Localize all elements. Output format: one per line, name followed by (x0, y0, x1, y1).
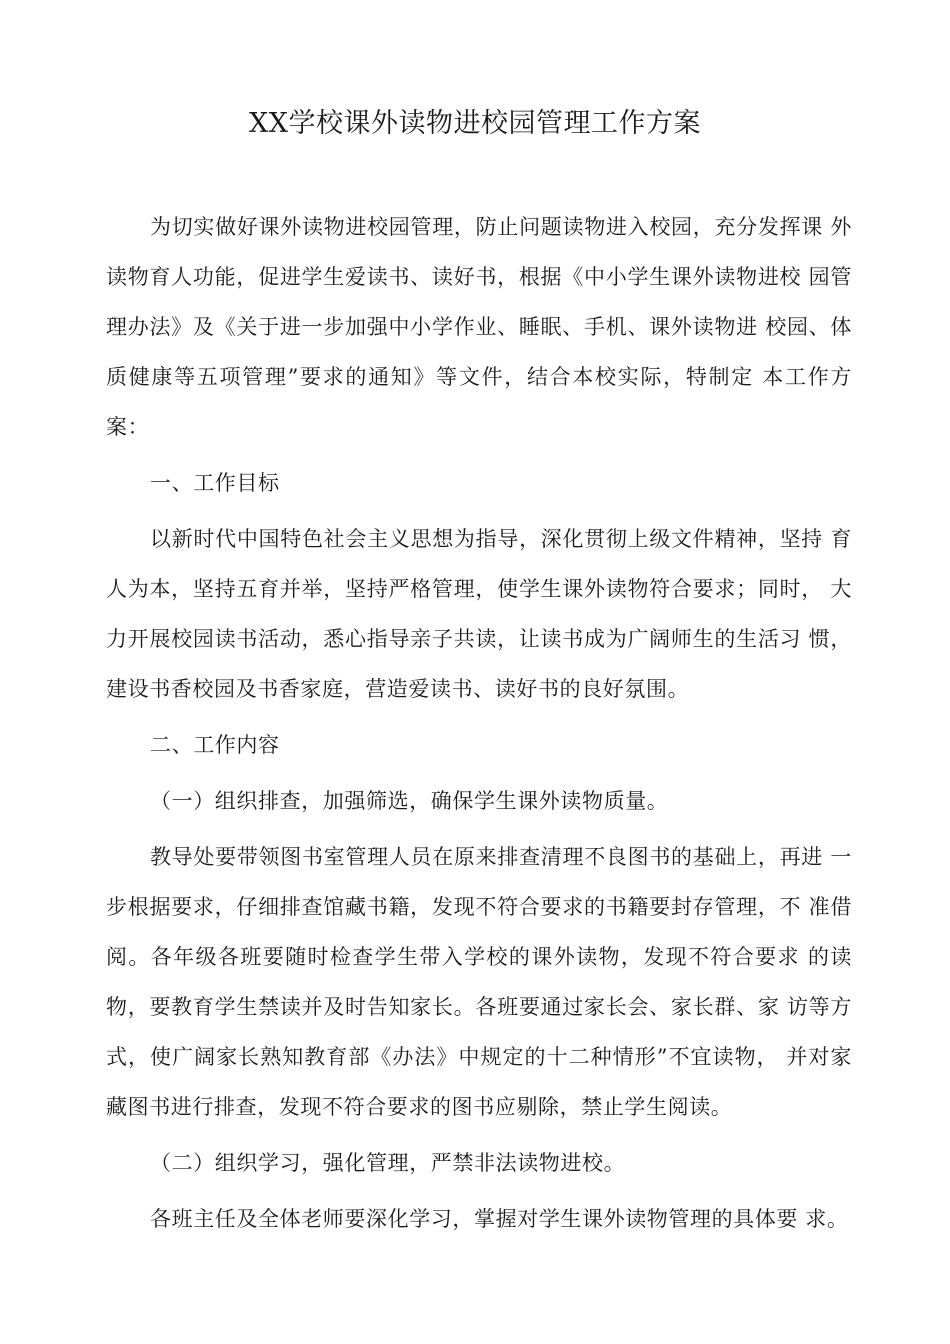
subsection-paragraph-1: 教导处要带领图书室管理人员在原来排查清理不良图书的基础上，再进 一步根据要求，仔细排查馆藏书籍，发现不符合要求的书籍要封存管理，不 准借阅。各年级各班要随时检查学生带入学校的课外读物，发现不符合要求 的读物，要教育学生禁读并及时告知家长。各班要通过家长会、家长群、家 访等方式，使广阔家长熟知教育部《办法》中规定的十二种情形”不宜读物， 并对家藏图书进行排查，发现不符合要求的图书应剔除，禁止学生阅读。 (106, 845, 852, 1119)
section-heading-content: 二、工作内容 (150, 733, 280, 757)
document-body (106, 202, 852, 1250)
subsection-heading-1: （一）组织排查，加强筛选，确保学生课外读物质量。 (150, 789, 669, 813)
section-heading-goals: 一、工作目标 (150, 471, 280, 495)
document-title: XX学校课外读物进校园管理工作方案 (249, 108, 701, 139)
intro-paragraph: 为切实做好课外读物进校园管理，防止问题读物进入校园，充分发挥课 外读物育人功能，促进学生爱读书、读好书，根据《中小学生课外读物进校 园管理办法》及《关于进一步加强中小学作业、睡眠、手机、课外读物进 校园、体质健康等五项管理”要求的通知》等文件，结合本校实际，特制定 本工作方案： (106, 215, 852, 439)
subsection-paragraph-2: 各班主任及全体老师要深化学习，掌握对学生课外读物管理的具体要 求。 (150, 1207, 849, 1231)
subsection-heading-2: （二）组织学习，强化管理，严禁非法读物进校。 (150, 1151, 626, 1175)
goals-paragraph: 以新时代中国特色社会主义思想为指导，深化贯彻上级文件精神，坚持 育人为本，坚持五育并举，坚持严格管理，使学生课外读物符合要求；同时， 大力开展校园读书活动，悉心指导亲子共读，让读书成为广阔师生的生活习 惯，建设书香校园及书香家庭，营造爱读书、读好书的良好氛围。 (106, 527, 852, 701)
